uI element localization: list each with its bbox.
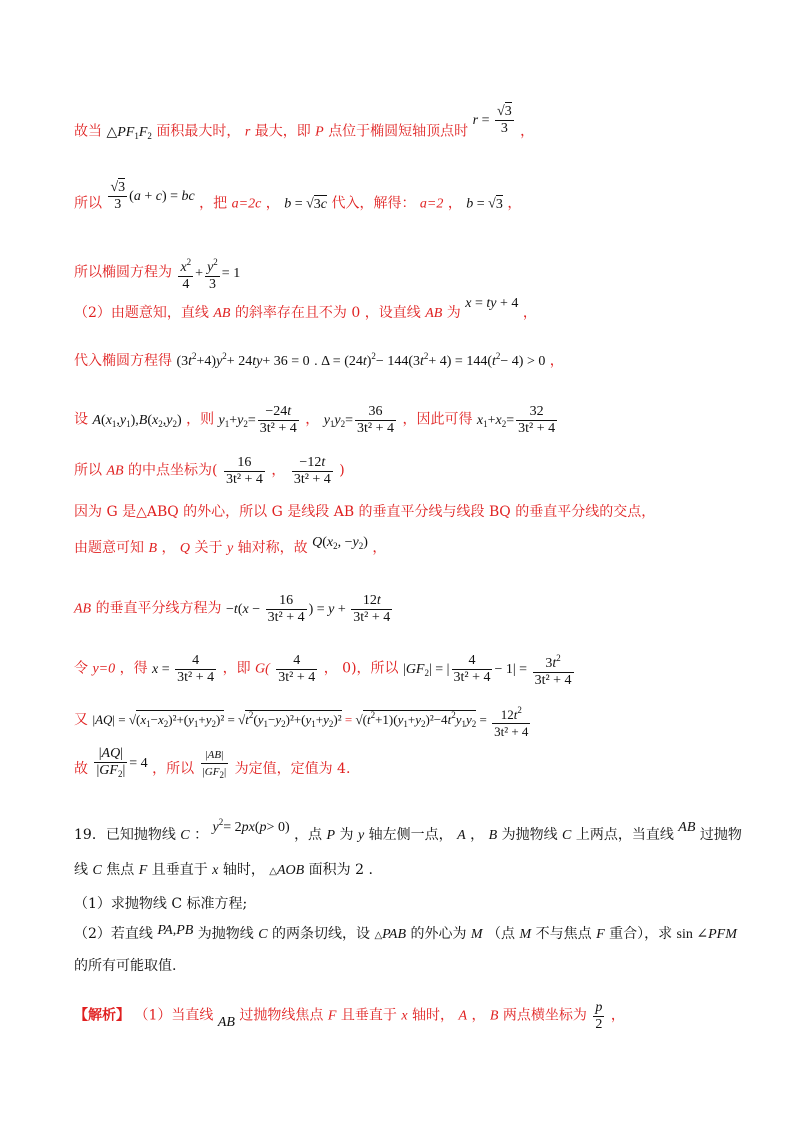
var: AB	[106, 463, 124, 479]
text: （点	[487, 926, 516, 942]
math-triangle-aob: △AOB	[269, 863, 305, 878]
text: 又	[74, 711, 88, 728]
text: （2）由题意知，直线	[74, 305, 209, 321]
var: y=0	[92, 661, 116, 677]
text: 故当	[74, 123, 102, 140]
math-p-half: $\frac{p}{2}$	[595, 1000, 603, 1032]
text: 且垂直于	[151, 862, 208, 878]
math-ab: AB	[678, 820, 696, 835]
math-delta: . $\Delta = (24t)^2- 144(3t^2+ 4) = 144(t^2- 4) > 0$	[314, 351, 546, 369]
question-19-line-2	[74, 860, 760, 882]
text: 0)，所以	[342, 660, 399, 677]
text: ，	[161, 540, 176, 556]
text: 最大，即	[254, 123, 311, 140]
text: 所以	[74, 462, 102, 479]
text: 设	[74, 411, 88, 428]
var: M	[519, 927, 532, 942]
var: A	[458, 1008, 467, 1024]
text: 上两点，当直线	[575, 827, 674, 843]
var: AB	[213, 306, 231, 321]
math-points: $A(x_1,y_1),B(x_2,y_2)$	[92, 412, 182, 429]
text: 过抛物	[699, 827, 742, 843]
math-mid-x: $\frac{16}{\text{3t² + 4}}$	[225, 455, 263, 487]
text: ，	[271, 462, 286, 479]
text: 焦点	[106, 862, 135, 878]
text: （2）若直线	[74, 926, 153, 942]
math-ab: AB	[217, 1014, 235, 1030]
text: 为	[446, 305, 461, 321]
var: AB	[74, 601, 92, 617]
text: ，得	[119, 660, 148, 677]
text-line-5	[74, 346, 760, 372]
var: F	[327, 1008, 337, 1024]
text: 0	[351, 305, 361, 321]
text: 不与焦点	[535, 926, 592, 942]
text-line-1	[74, 104, 760, 149]
math-xsum: $x_1+x_2=$ $\frac{32}{\text{3t² + 4}}$	[476, 404, 556, 436]
text-line-2	[74, 180, 760, 221]
var: x	[401, 1008, 408, 1024]
text: 的垂直平分线方程为	[95, 600, 222, 617]
text: 面积为	[308, 862, 351, 878]
text: ，	[323, 660, 338, 677]
var: B	[488, 828, 498, 843]
text: ，点	[294, 827, 323, 843]
var: F	[138, 863, 148, 878]
question-19-part-2	[74, 924, 760, 946]
math-pa-pb: PA,PB	[157, 923, 194, 938]
text: （1）当直线	[134, 1007, 214, 1024]
text: 轴左侧一点，	[368, 827, 453, 843]
text: 2	[355, 862, 365, 878]
text-line-12	[74, 702, 760, 740]
var: a=2c	[231, 196, 262, 212]
math-parabola: $y^2= 2px(p> 0)$	[212, 817, 290, 835]
text: 两点横坐标为	[502, 1007, 587, 1024]
text: 过抛物线焦点	[239, 1007, 324, 1024]
math-sin-pfm: sin ∠PFM	[676, 927, 737, 942]
math-g-x: $\frac{4}{\text{3t² + 4}}$	[278, 653, 316, 685]
text: ，	[470, 827, 485, 843]
text: 为	[339, 827, 354, 843]
text: ，	[447, 195, 462, 212]
question-19-part-1: （1）求抛物线 C 标准方程;	[74, 896, 248, 912]
var: B	[148, 541, 158, 556]
math-aq: $|AQ| = √(x_1-x_2)^2+(y_1+y_2)^2 = √t^2(y_1-y_2)^2+(y_1+y_2)^2 = √(t^2+1)(y_1+y_2)^2-4t^2y_1y_2$ = $\frac{12t^2}{\text{3t² + 4}}$	[92, 712, 532, 727]
text: ，	[549, 353, 564, 369]
text: ，	[265, 195, 280, 212]
math-mid-y: $\frac{-12t}{\text{3t² + 4}}$	[293, 455, 331, 487]
math-b-val: b = √3	[466, 196, 503, 212]
text: 轴时，	[411, 1007, 454, 1024]
text: 为定值，定值为	[234, 761, 333, 778]
text-line-3	[74, 254, 760, 293]
text: 为抛物线	[501, 827, 558, 843]
math-product: $y_1y_2=$ $\frac{36}{\text{3t² + 4}}$	[323, 404, 395, 436]
text: ，	[520, 123, 535, 140]
question-19-part-2-cont: 的所有可能取值.	[74, 958, 177, 974]
math-sum: $y_1+y_2=$ $\frac{-24t}{\text{3t² + 4}}$	[218, 404, 297, 436]
var: C	[180, 828, 190, 843]
text: 轴对称，故	[237, 540, 308, 556]
math-quadratic: $(3t^2+4)y^2+ 24ty+ 36 = 0$	[176, 351, 310, 369]
var: a=2	[419, 196, 444, 212]
text: ，	[372, 540, 387, 556]
text-line-9	[74, 535, 760, 562]
analysis-tag: 【解析】	[74, 1007, 130, 1024]
text-line-13	[74, 746, 760, 789]
text: ，即	[222, 660, 251, 677]
text: ，把	[199, 195, 228, 212]
var: x	[212, 863, 219, 878]
math-triangle-pf1f2: $\triangle PF_1F_2$	[106, 124, 152, 141]
text: 重合），求	[609, 926, 673, 942]
var: F	[596, 927, 605, 942]
var-r: r	[244, 124, 251, 140]
math-ratio: $\frac{|AQ|}{|GF_2|}$ = 4	[96, 746, 148, 779]
math-bisector: −t(x − $\frac{16}{\text{3t² + 4}}$ ) = y + $\frac{12t}{\text{3t² + 4}}$	[226, 593, 391, 625]
math-b: b = √3c	[284, 196, 328, 212]
text: .	[368, 862, 373, 878]
text: 面积最大时，	[156, 123, 241, 140]
text: ，设直线	[364, 305, 421, 321]
text: 为抛物线	[197, 926, 254, 942]
answer-line-1	[74, 1000, 760, 1033]
text: ，	[471, 1007, 486, 1024]
var: C	[562, 828, 572, 843]
text: ，	[507, 195, 522, 212]
text: 代入椭圆方程得	[74, 353, 172, 369]
text: 故	[74, 761, 88, 778]
math-triangle-pab: △PAB	[374, 927, 407, 942]
text: )	[339, 462, 345, 479]
math-line: x = ty + 4	[465, 296, 519, 311]
text: ，因此可得	[402, 411, 473, 428]
var-p: P	[315, 124, 324, 140]
text: ，	[305, 411, 320, 428]
text: 轴时，	[222, 862, 265, 878]
text-line-8: 因为 G 是△ABQ 的外心，所以 G 是线段 AB 的垂直平分线与线段 BQ 的垂直平分线的交点，	[74, 504, 656, 520]
math-ellipse: $\frac{x^2}{4}$ + $\frac{y^2}{3}$ = 1	[176, 266, 240, 281]
text: 所以	[74, 195, 102, 212]
math-r-eq: r = $\frac{√3}{3}$	[472, 104, 512, 136]
text: ：	[194, 827, 209, 843]
text-line-11	[74, 650, 760, 689]
text: 点位于椭圆短轴顶点时	[328, 123, 469, 140]
var: G(	[255, 661, 270, 677]
text: 代入，解得：	[331, 195, 416, 212]
text: ，	[610, 1007, 625, 1024]
math-gf2: $|GF_2|$ = | $\frac{4}{\text{3t² + 4}}$ − 1| = $\frac{3t^2}{\text{3t² + 4}}$	[403, 662, 576, 677]
text: 线	[74, 862, 88, 878]
text: 19．已知抛物线	[74, 827, 176, 843]
text: ，则	[186, 411, 215, 428]
text: 所以椭圆方程为	[74, 264, 172, 281]
math-q: $Q(x_2$, $-y_2$)	[312, 535, 368, 551]
math-x-val: x = $\frac{4}{\text{3t² + 4}}$	[152, 653, 215, 685]
var: C	[92, 863, 102, 878]
text: 的外心为	[410, 926, 467, 942]
var: C	[258, 927, 268, 942]
var: M	[470, 927, 483, 942]
var: AB	[425, 306, 443, 321]
text: 且垂直于	[340, 1007, 397, 1024]
text: 关于	[194, 540, 223, 556]
var: B	[489, 1008, 499, 1024]
math-ab-gf2: |AB| |GF2|	[202, 748, 227, 780]
text: ，	[522, 305, 537, 321]
text: ，所以	[152, 761, 195, 778]
text: 4.	[337, 761, 351, 778]
text: 令	[74, 660, 88, 677]
text-line-7	[74, 455, 760, 488]
text-line-10	[74, 593, 760, 626]
text-line-6	[74, 404, 760, 437]
text: 的两条切线，设	[272, 926, 370, 942]
var: P	[326, 828, 336, 843]
question-19-line-1	[74, 817, 760, 846]
text: 的斜率存在且不为	[234, 305, 347, 321]
text: 由题意可知	[74, 540, 144, 556]
var: y	[357, 828, 365, 843]
text-line-4	[74, 296, 760, 324]
var: Q	[179, 541, 191, 556]
text: 的中点坐标为(	[128, 462, 218, 479]
var: y	[226, 541, 234, 556]
var: A	[457, 828, 466, 843]
math-eq: $\frac{√3}{3}$ (a + c) = bc	[110, 180, 195, 212]
